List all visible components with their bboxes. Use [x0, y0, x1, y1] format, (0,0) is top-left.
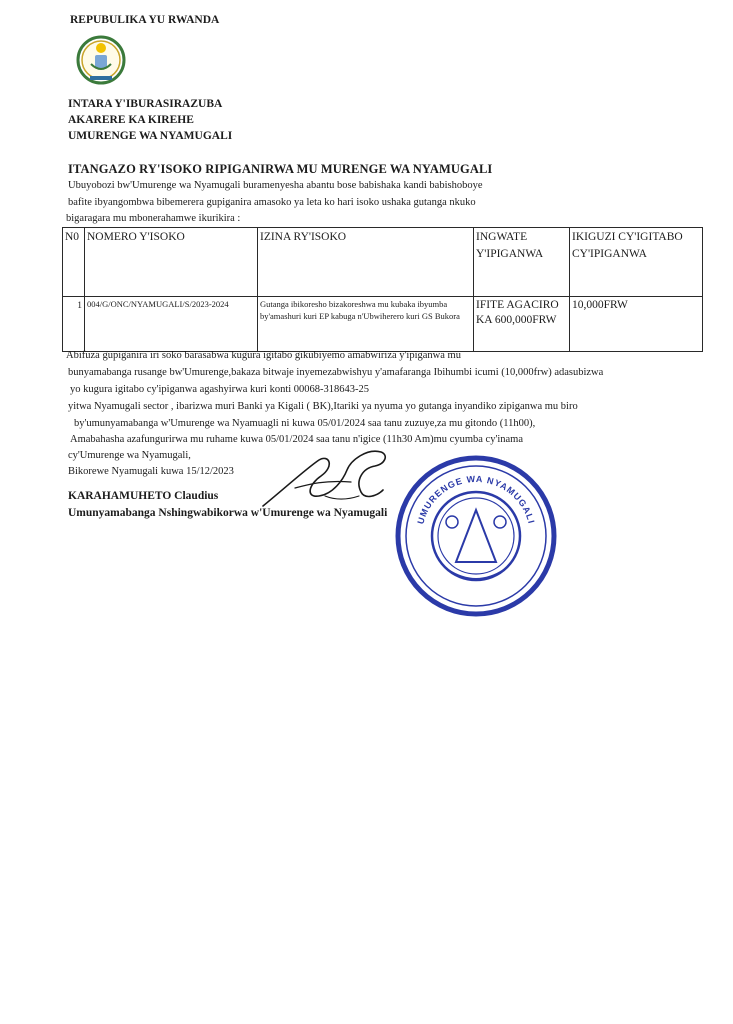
row-reference: 004/G/ONC/NYAMUGALI/S/2023-2024 — [85, 297, 258, 352]
row-number: 1 — [63, 297, 85, 352]
body-line: cy'Umurenge wa Nyamugali, — [68, 450, 191, 461]
header-reference: NOMERO Y'ISOKO — [85, 228, 258, 297]
body-line: Amabahasha azafungurirwa mu ruhame kuwa 05/01/2024 saa tanu n'igice (11h30 Am)mu cyumba cy'inama — [70, 434, 524, 445]
body-line: bunyamabanga rusange bw'Umurenge,bakaza bitwaje inyemezabwishyu y'amafaranga Ibihumbi icumi (10,000frw) adasubizwa — [68, 367, 604, 378]
row-bid-security: IFITE AGACIRO KA 600,000FRW — [474, 297, 570, 352]
handwritten-signature-icon — [255, 440, 395, 512]
body-line: yo kugura igitabo cy'ipiganwa agashyirwa kuri konti 00068-318643-25 — [70, 384, 370, 395]
tender-table — [62, 227, 703, 352]
header-bid-security: INGWATE Y'IPIGANWA — [474, 228, 570, 297]
district-name: AKARERE KA KIREHE — [68, 114, 194, 126]
date-line: Bikorewe Nyamugali kuwa 15/12/2023 — [68, 466, 234, 477]
body-line: yitwa Nyamugali sector , ibarizwa muri Banki ya Kigali ( BK),Itariki ya nyuma yo gutanga inyandiko zipiganwa mu biro — [68, 401, 578, 412]
table-header-row — [63, 228, 703, 297]
rwanda-coat-of-arms-icon — [75, 34, 127, 86]
body-line: by'umunyamabanga w'Umurenge wa Nyamuagli ni kuwa 05/01/2024 saa tanu zuzuye,za mu gitondo (11h00), — [74, 418, 536, 429]
notice-title: ITANGAZO RY'ISOKO RIPIGANIRWA MU MURENGE WA NYAMUGALI — [68, 162, 493, 176]
signatory-title: Umunyamabanga Nshingwabikorwa w'Umurenge wa Nyamugali — [68, 507, 388, 519]
header-document-cost: IKIGUZI CY'IGITABO CY'IPIGANWA — [570, 228, 703, 297]
row-tender-name: Gutanga ibikoresho bizakoreshwa mu kubaka ibyumba by'amashuri kuri EP kabuga n'Ubwiherero kuri GS Bukora — [258, 297, 474, 352]
intro-line: Ubuyobozi bw'Umurenge wa Nyamugali buramenyesha abantu bose babishaka kandi babishoboye — [68, 180, 483, 191]
stamp-text: UMURENGE WA NYAMUGALI — [415, 473, 537, 526]
svg-text:UMURENGE WA NYAMUGALI — [415, 474, 536, 525]
row-document-cost: 10,000FRW — [570, 297, 703, 352]
official-stamp-icon — [392, 450, 560, 620]
header-tender-name: IZINA RY'ISOKO — [258, 228, 474, 297]
header-number: N0 — [63, 228, 85, 297]
province-name: INTARA Y'IBURASIRAZUBA — [68, 98, 223, 110]
country-name: REPUBULIKA YU RWANDA — [70, 14, 220, 26]
intro-line: bigaragara mu mbonerahamwe ikurikira : — [66, 213, 241, 224]
signatory-name: KARAHAMUHETO Claudius — [68, 490, 219, 502]
body-line: Abifuza gupiganira iri soko barasabwa kugura igitabo gikubiyemo amabwiriza y'ipiganwa mu — [66, 350, 461, 361]
intro-line: bafite ibyangombwa bibemerera gupiganira amasoko ya leta ko hari isoko ushaka gutanga nkuko — [68, 197, 476, 208]
sector-name: UMURENGE WA NYAMUGALI — [68, 130, 233, 142]
table-row — [63, 297, 703, 352]
